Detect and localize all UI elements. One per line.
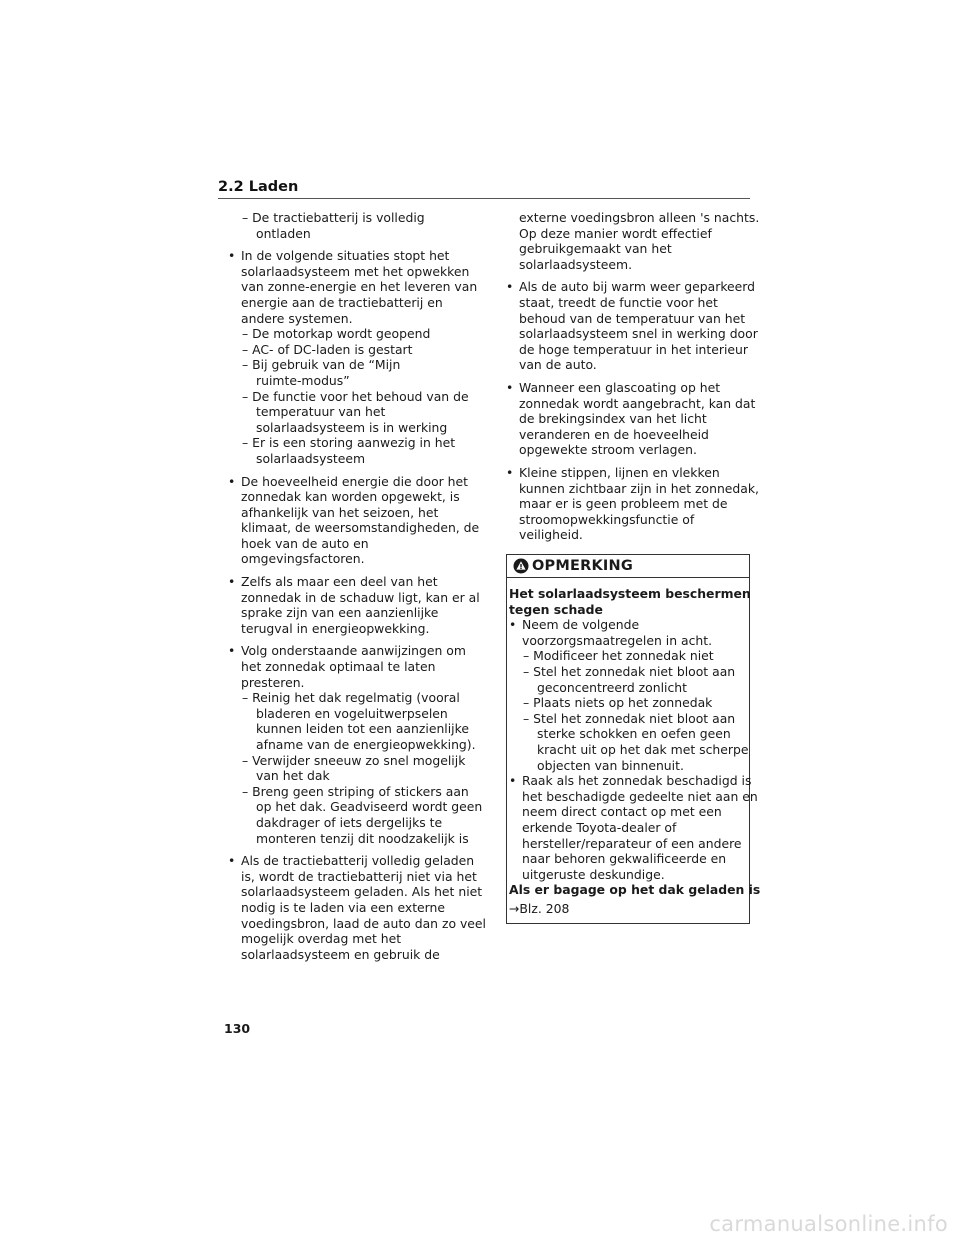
sub-line: – Stel het zonnedak niet bloot aan <box>523 663 736 679</box>
sub-line: solarlaadsysteem <box>256 450 366 466</box>
bullet-mark: • <box>506 464 514 480</box>
sub-line: solarlaadsysteem is in werking <box>256 419 448 435</box>
text-line: het zonnedak optimaal te laten <box>241 659 436 675</box>
sub-line: ruimte-modus” <box>256 372 350 388</box>
text-line: voorzorgsmaatregelen in acht. <box>522 632 713 648</box>
text-line: andere systemen. <box>241 310 353 326</box>
text-line: • Als de tractiebatterij volledig geladen <box>228 853 475 869</box>
text-line: de hoge temperatuur in het interieur <box>519 341 749 357</box>
text-line: zonnedak kan worden opgewekt, is <box>241 489 460 505</box>
text-line: hoek van de auto en <box>241 535 369 551</box>
sub-line: – Breng geen striping of stickers aan <box>242 783 469 799</box>
watermark: carmanualsonline.info <box>709 1212 948 1236</box>
text-line: solarlaadsysteem met het opwekken <box>241 263 470 279</box>
notice-heading: tegen schade <box>509 601 603 617</box>
bullet-mark: • <box>509 773 517 789</box>
text-line: • Wanneer een glascoating op het <box>506 379 721 395</box>
bullet-item <box>228 643 483 846</box>
sub-line: sterke schokken en oefen geen <box>537 726 731 742</box>
text-line: solarlaadsysteem snel in werking door <box>519 326 758 342</box>
bullet-item <box>506 379 756 458</box>
sub-line: – Plaats niets op het zonnedak <box>523 695 713 711</box>
sub-line: van het dak <box>256 768 330 784</box>
sub-line: kracht uit op het dak met scherpe <box>537 741 749 757</box>
sub-line: – De motorkap wordt geopend <box>242 326 431 342</box>
bullet-item <box>506 464 759 543</box>
warning-icon <box>513 558 529 574</box>
sub-line: – Bij gebruik van de “Mijn <box>242 357 401 373</box>
text-line: hersteller/reparateur of een andere <box>522 835 742 851</box>
text-line: gebruikgemaakt van het <box>519 241 672 257</box>
section-header: 2.2 Laden <box>218 179 750 199</box>
text-line: het beschadigde gedeelte niet aan en <box>522 788 758 804</box>
sub-line: temperatuur van het <box>256 404 386 420</box>
sub-list <box>228 326 470 466</box>
bullet-item <box>228 473 480 568</box>
text-line: kunnen zichtbaar zijn in het zonnedak, <box>519 480 759 496</box>
text-line: van zonne-energie en het leveren van <box>241 279 478 295</box>
sub-line: objecten van binnenuit. <box>537 757 684 773</box>
notice-heading: Het solarlaadsysteem beschermen <box>509 586 751 601</box>
dash-item-intro <box>228 210 470 241</box>
text-line: sprake zijn van een aanzienlijke <box>241 605 439 621</box>
sub-line: – Er is een storing aanwezig in het <box>242 435 456 451</box>
sub-line: – AC- of DC-laden is gestart <box>242 341 413 357</box>
text-line: omgevingsfactoren. <box>241 551 365 567</box>
text-line: • In de volgende situaties stopt het <box>228 248 450 264</box>
right-column <box>506 210 760 550</box>
notice-heading: Als er bagage op het dak geladen is <box>509 882 761 898</box>
bullet-item <box>506 279 758 373</box>
bullet-mark: • <box>228 643 236 659</box>
text-line: terugval in energieopwekking. <box>241 620 430 636</box>
bullet-mark: • <box>509 617 517 633</box>
sub-line: op het dak. Geadviseerd wordt geen <box>256 799 483 815</box>
text-line: behoud van de temperatuur van het <box>519 310 746 326</box>
bullet-item <box>228 853 486 962</box>
text-line: naar behoren gekwalificeerde en <box>522 851 727 867</box>
text-line: solarlaadsysteem. <box>519 256 633 272</box>
text-line: staat, treedt de functie voor het <box>519 294 718 310</box>
sub-line: dakdrager of iets dergelijks te <box>256 814 443 830</box>
bullet-continuation <box>506 210 760 272</box>
bullet-mark: • <box>228 853 236 869</box>
text-line: • Raak als het zonnedak beschadigd is <box>509 773 752 789</box>
text-line: zonnedak in de schaduw ligt, kan er al <box>241 589 480 605</box>
text-line: zonnedak wordt aangebracht, kan dat <box>519 395 756 411</box>
text-line: stroomopwekkingsfunctie of <box>519 511 695 527</box>
bullet-mark: • <box>228 473 236 489</box>
sub-line: – Verwijder sneeuw zo snel mogelijk <box>242 752 466 768</box>
text-line: ontladen <box>256 225 311 241</box>
text-line: energie aan de tractiebatterij en <box>241 294 443 310</box>
page-reference-link[interactable]: →Blz. 208 <box>509 900 570 916</box>
text-line: • Zelfs als maar een deel van het <box>228 574 438 590</box>
sub-line: geconcentreerd zonlicht <box>537 679 687 695</box>
sub-line: kunnen leiden tot een aanzienlijke <box>256 721 469 737</box>
text-line: • De hoeveelheid energie die door het <box>228 473 469 489</box>
sub-line: – Reinig het dak regelmatig (vooral <box>242 690 460 706</box>
text-line: solarlaadsysteem geladen. Als het niet <box>241 884 483 900</box>
sub-line: monteren tenzij dit noodzakelijk is <box>256 830 469 846</box>
notice-box <box>506 554 761 924</box>
text-line: – De tractiebatterij is volledig <box>242 210 425 225</box>
text-line: • Kleine stippen, lijnen en vlekken <box>506 464 720 480</box>
text-line: erkende Toyota-dealer of <box>522 819 677 835</box>
text-line: van de auto. <box>519 357 597 373</box>
text-line: • Volg onderstaande aanwijzingen om <box>228 643 466 659</box>
text-line: uitgeruste deskundige. <box>522 866 665 882</box>
text-line: veiligheid. <box>519 527 583 543</box>
sub-line: – De functie voor het behoud van de <box>242 388 469 404</box>
text-line: voedingsbron, laad de auto dan zo veel <box>241 915 486 931</box>
text-line: afhankelijk van het seizoen, het <box>241 504 439 520</box>
notice-header <box>507 555 749 578</box>
sub-list <box>228 690 483 846</box>
text-line: Op deze manier wordt effectief <box>519 225 712 241</box>
notice-body <box>507 578 761 916</box>
sub-line: – Modificeer het zonnedak niet <box>523 648 714 664</box>
text-line: de brekingsindex van het licht <box>519 411 707 427</box>
text-line: veranderen en de hoeveelheid <box>519 426 709 442</box>
bullet-mark: • <box>506 379 514 395</box>
notice-title: OPMERKING <box>532 558 633 574</box>
text-line: nodig is te laden via een externe <box>241 899 446 915</box>
sub-line: – Stel het zonnedak niet bloot aan <box>523 710 736 726</box>
bullet-mark: • <box>228 574 236 590</box>
text-line: • Neem de volgende <box>509 617 640 633</box>
sub-line: afname van de energieopwekking). <box>256 737 476 752</box>
text-line: neem direct contact op met een <box>522 804 722 820</box>
sub-list <box>509 648 747 773</box>
bullet-mark: • <box>228 248 236 264</box>
bullet-mark: • <box>506 279 514 295</box>
text-line: externe voedingsbron alleen 's nachts. <box>519 210 760 225</box>
text-line: mogelijk overdag met het <box>241 931 402 947</box>
text-line: klimaat, de weersomstandigheden, de <box>241 520 480 536</box>
text-line: is, wordt de tractiebatterij niet via het <box>241 868 477 884</box>
page-number: 130 <box>224 1021 251 1036</box>
text-line: solarlaadsysteem en gebruik de <box>241 946 440 962</box>
text-line: presteren. <box>241 674 305 690</box>
bullet-item <box>228 574 480 636</box>
text-line: • Als de auto bij warm weer geparkeerd <box>506 279 756 295</box>
sub-line: bladeren en vogeluitwerpselen <box>256 705 448 721</box>
text-line: maar er is geen probleem met de <box>519 496 728 512</box>
bullet-item <box>228 248 478 466</box>
left-column <box>228 210 486 969</box>
text-line: opgewekte stroom verlagen. <box>519 442 697 458</box>
